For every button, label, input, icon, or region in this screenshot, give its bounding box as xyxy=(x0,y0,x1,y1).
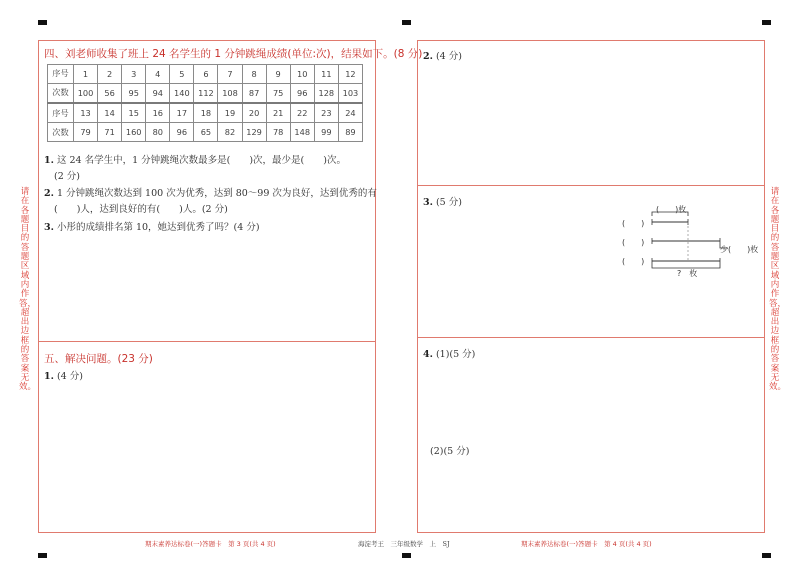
table-cell: 14 xyxy=(98,103,122,123)
question-score: (4 分) xyxy=(56,371,83,382)
table-cell: 8 xyxy=(242,65,266,84)
table-cell: 56 xyxy=(98,83,122,103)
table-cell: 71 xyxy=(98,123,122,142)
question-number: 3. xyxy=(423,197,433,208)
diagram-left-label-3: ( ) xyxy=(622,257,645,266)
table-cell: 22 xyxy=(290,103,314,123)
table-cell: 5 xyxy=(170,65,194,84)
table-cell: 23 xyxy=(314,103,338,123)
table-cell: 7 xyxy=(218,65,242,84)
question-right-4 xyxy=(423,346,475,360)
table-cell: 79 xyxy=(74,123,98,142)
table-cell: 100 xyxy=(74,83,98,103)
table-cell: 108 xyxy=(218,83,242,103)
question-4-2 xyxy=(44,185,377,199)
question-text: 这 24 名学生中，1 分钟跳绳次数最多是( )次，最少是( )次。 xyxy=(56,155,346,166)
right-divider-1 xyxy=(417,185,765,186)
registration-mark xyxy=(402,553,411,558)
footer-middle: 海淀考王 三年级数学 上 SJ xyxy=(358,540,450,548)
table-header-cell: 次数 xyxy=(48,83,74,103)
question-number: 1. xyxy=(44,371,54,382)
registration-mark xyxy=(402,20,411,25)
table-cell: 19 xyxy=(218,103,242,123)
side-note-right: 请在各题目的答题区域内作答，超出边框的答案无效。 xyxy=(769,187,787,393)
table-cell: 96 xyxy=(290,83,314,103)
table-cell: 65 xyxy=(194,123,218,142)
registration-mark xyxy=(38,20,47,25)
question-score: (1)(5 分) xyxy=(435,349,476,360)
table-cell: 15 xyxy=(122,103,146,123)
table-cell: 13 xyxy=(74,103,98,123)
table-cell: 95 xyxy=(122,83,146,103)
table-cell: 96 xyxy=(170,123,194,142)
registration-mark xyxy=(38,553,47,558)
right-divider-2 xyxy=(417,337,765,338)
question-number: 4. xyxy=(423,349,433,360)
footer-right: 期末素养达标卷(一)答题卡 第 4 页(共 4 页) xyxy=(521,540,652,548)
table-cell: 18 xyxy=(194,103,218,123)
table-header-cell: 次数 xyxy=(48,123,74,142)
section5-title: 五、解决问题。(23 分) xyxy=(44,353,153,365)
side-note-left: 请在各题目的答题区域内作答，超出边框的答案无效。 xyxy=(19,187,37,393)
table-cell: 129 xyxy=(242,123,266,142)
table-row xyxy=(48,103,363,123)
question-number: 2. xyxy=(44,188,54,199)
table-cell: 2 xyxy=(98,65,122,84)
diagram-top-label: ( )枚 xyxy=(656,205,687,214)
table-cell: 82 xyxy=(218,123,242,142)
question-4-1 xyxy=(44,152,346,166)
table-cell: 87 xyxy=(242,83,266,103)
table-cell: 148 xyxy=(290,123,314,142)
diagram-left-label-1: ( ) xyxy=(622,219,645,228)
diagram-left-label-2: ( ) xyxy=(622,238,645,247)
table-cell: 11 xyxy=(314,65,338,84)
table-cell: 4 xyxy=(146,65,170,84)
question-4-1-score: (2 分) xyxy=(54,171,80,182)
table-cell: 103 xyxy=(338,83,362,103)
section4-title: 四、刘老师收集了班上 24 名学生的 1 分钟跳绳成绩(单位:次)，结果如下。(8 分) xyxy=(44,48,423,60)
table-cell: 1 xyxy=(74,65,98,84)
table-cell: 89 xyxy=(338,123,362,142)
question-right-4-part2: (2)(5 分) xyxy=(430,446,470,457)
question-text: 1 分钟跳绳次数达到 100 次为优秀，达到 80～99 次为良好，达到优秀的有 xyxy=(56,188,377,199)
table-cell: 10 xyxy=(290,65,314,84)
question-score: (5 分) xyxy=(435,197,462,208)
table-cell: 160 xyxy=(122,123,146,142)
table-cell: 21 xyxy=(266,103,290,123)
table-cell: 20 xyxy=(242,103,266,123)
table-row xyxy=(48,83,363,103)
table-cell: 99 xyxy=(314,123,338,142)
table-cell: 80 xyxy=(146,123,170,142)
table-cell: 94 xyxy=(146,83,170,103)
right-answer-box xyxy=(417,40,765,533)
scores-table xyxy=(47,64,363,142)
table-cell: 140 xyxy=(170,83,194,103)
table-cell: 128 xyxy=(314,83,338,103)
table-cell: 12 xyxy=(338,65,362,84)
table-header-cell: 序号 xyxy=(48,103,74,123)
question-4-3 xyxy=(44,219,260,233)
left-section-divider xyxy=(38,341,376,342)
question-4-2-cont: ( )人，达到良好的有( )人。(2 分) xyxy=(54,204,228,215)
table-cell: 6 xyxy=(194,65,218,84)
diagram-bottom-label: ? 枚 xyxy=(677,269,698,278)
question-text: 小彤的成绩排名第 10，她达到优秀了吗？(4 分) xyxy=(56,222,260,233)
table-row xyxy=(48,123,363,142)
question-number: 2. xyxy=(423,51,433,62)
footer-left: 期末素养达标卷(一)答题卡 第 3 页(共 4 页) xyxy=(145,540,276,548)
table-cell: 3 xyxy=(122,65,146,84)
table-cell: 24 xyxy=(338,103,362,123)
table-cell: 75 xyxy=(266,83,290,103)
registration-mark xyxy=(762,20,771,25)
question-right-2 xyxy=(423,48,462,62)
question-score: (4 分) xyxy=(435,51,462,62)
table-cell: 16 xyxy=(146,103,170,123)
question-number: 3. xyxy=(44,222,54,233)
registration-mark xyxy=(762,553,771,558)
table-cell: 17 xyxy=(170,103,194,123)
table-cell: 78 xyxy=(266,123,290,142)
table-cell: 112 xyxy=(194,83,218,103)
table-header-cell: 序号 xyxy=(48,65,74,84)
question-number: 1. xyxy=(44,155,54,166)
table-row xyxy=(48,65,363,84)
question-5-1 xyxy=(44,368,83,382)
table-cell: 9 xyxy=(266,65,290,84)
question-right-3 xyxy=(423,194,462,208)
diagram-less-label: 少( )枚 xyxy=(720,245,759,254)
